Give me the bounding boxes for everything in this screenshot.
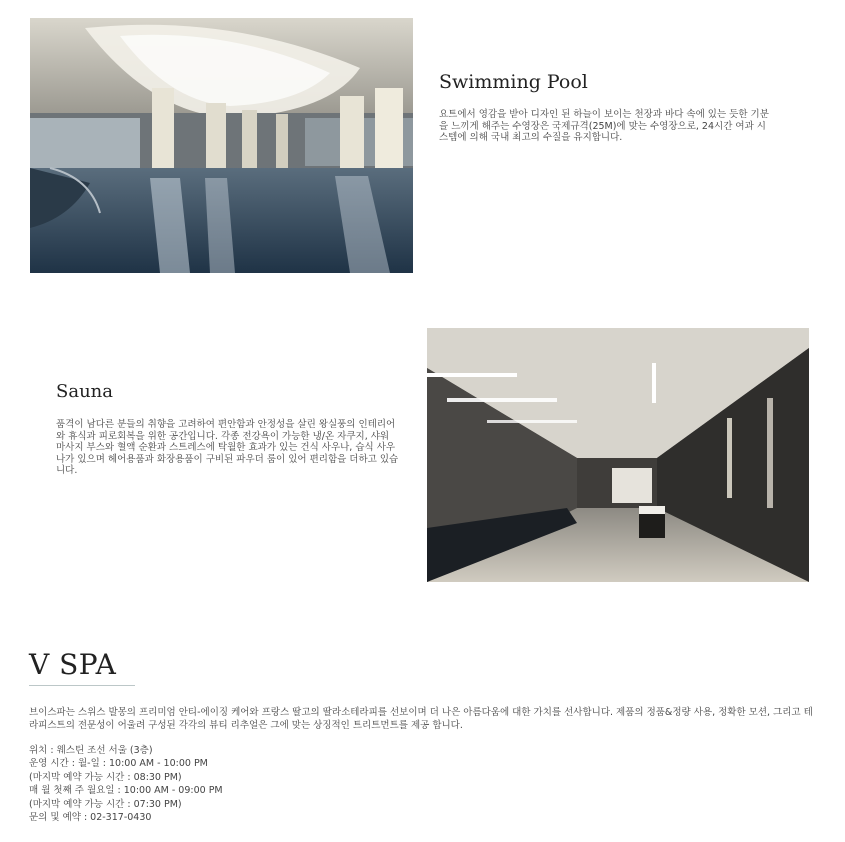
spa-title: V SPA [29, 648, 117, 681]
swimming-pool-title: Swimming Pool [439, 71, 588, 93]
spa-title-divider [29, 685, 135, 686]
spa-info-list [29, 744, 223, 824]
sauna-title: Sauna [56, 381, 113, 402]
swimming-pool-photo [30, 18, 413, 273]
spa-description: 브이스파는 스위스 발몽의 프리미엄 안티-에이징 케어와 프랑스 딸고의 딸라소테라피를 선보이며 더 나은 아름다움에 대한 가치를 선사합니다. 제품의 정품&정량 사용, 정확한 모션, 그리고 테라피스트의 전문성이 어울려 구성된 각각의 뷰티 리추얼은 그에 맞는 상징적인 트리트먼트를 제공 합니다. [29, 707, 813, 731]
spa-info-first-monday-hours: 매 월 첫째 주 월요일 : 10:00 AM - 09:00 PM [29, 785, 223, 797]
swimming-pool-description: 요트에서 영감을 받아 디자인 된 하늘이 보이는 천장과 바다 속에 있는 듯한 기분을 느끼게 해주는 수영장은 국제규격(25M)에 맞는 수영장으로, 24시간 여과 시스템에 의해 국내 최고의 수질을 유지합니다. [439, 109, 769, 143]
spa-info-contact: 문의 및 예약 : 02-317-0430 [29, 812, 152, 824]
spa-info-first-monday-last-reservation: (마지막 예약 가능 시간 : 07:30 PM) [29, 798, 182, 810]
sauna-description: 품격이 남다른 분들의 취향을 고려하여 편안함과 안정성을 살린 왕실풍의 인테리어와 휴식과 피로회복을 위한 공간입니다. 각종 전강욕이 가능한 냉/온 자쿠지, 샤워 마사지 부스와 혈액 순환과 스트레스에 탁월한 효과가 있는 건식 사우나, 습식 사우나가 있으며 헤어용품과 화장용품이 구비된 파우더 룸이 있어 편리함을 더하고 있습니다. [56, 419, 399, 476]
spa-info-last-reservation: (마지막 예약 가능 시간 : 08:30 PM) [29, 771, 182, 783]
sauna-photo [427, 328, 809, 582]
spa-info-hours: 운영 시간 : 월-일 : 10:00 AM - 10:00 PM [29, 758, 208, 770]
spa-info-location: 위치 : 웨스틴 조선 서울 (3층) [29, 745, 153, 756]
